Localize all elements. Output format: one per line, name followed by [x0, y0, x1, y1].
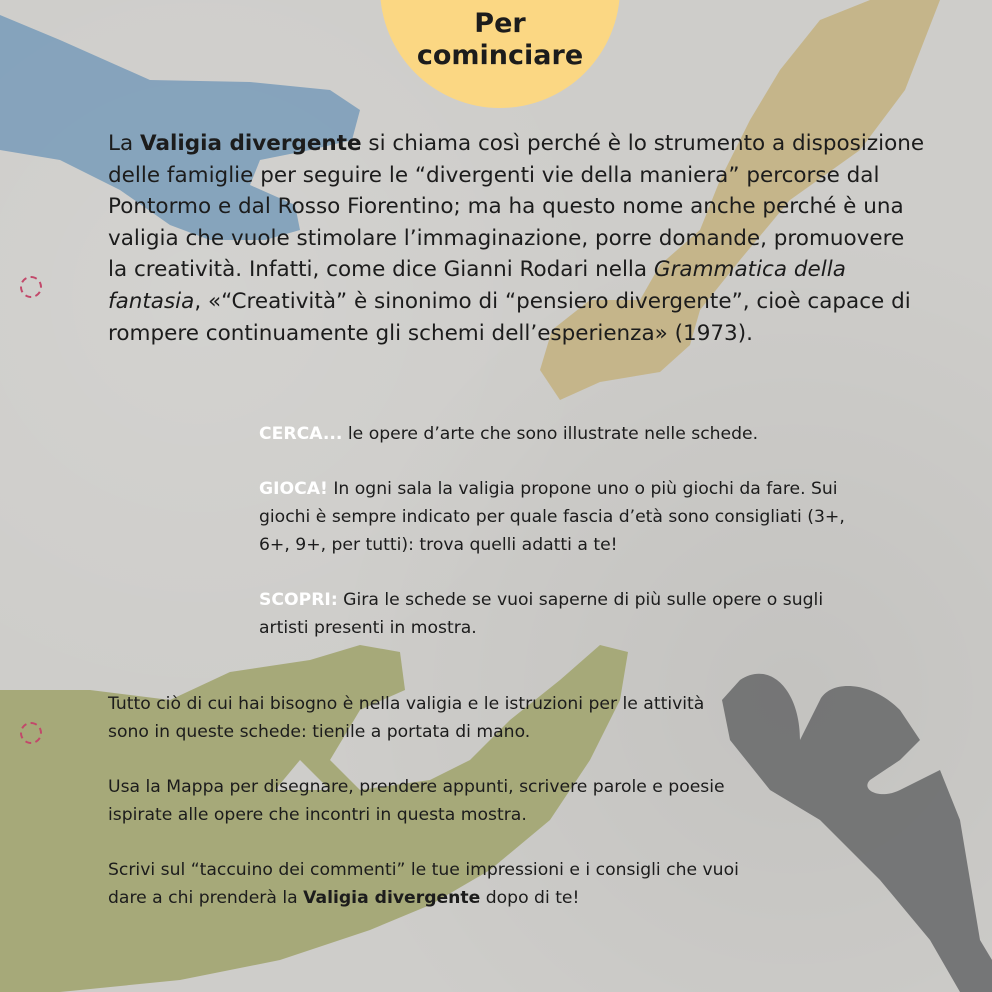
gray-hand-icon	[722, 674, 992, 992]
action-scopri-text: Gira le schede se vuoi saperne di più sulle opere o sugli artisti presenti in mostra.	[259, 590, 824, 638]
title-line-1: Per	[474, 8, 526, 39]
note-valigia: Tutto ciò di cui hai bisogno è nella valigia e le istruzioni per le attività sono in queste schede: tienile a portata di mano.	[108, 694, 705, 742]
note-taccuino-text: Scrivi sul “taccuino dei commenti” le tue impressioni e i consigli che vuoi dare a chi prenderà la	[108, 860, 739, 908]
action-cerca-text: le opere d’arte che sono illustrate nelle schede.	[342, 424, 759, 444]
action-scopri	[259, 586, 859, 642]
note-taccuino-end: dopo di te!	[480, 888, 580, 908]
actions-list	[259, 420, 859, 669]
page-title	[380, 8, 620, 72]
intro-text-2: si chiama così perché è lo strumento a disposizione delle famiglie per seguire le “divergenti vie della maniera” percorse dal Pontormo e dal Rosso Fiorentino; ma ha questo nome anche perché è una valigia che vuole stimolare l’immaginazione, porre domande, promuovere la creatività. Infatti, come dice Gianni Rodari nella	[108, 131, 925, 283]
note-mappa: Usa la Mappa per disegnare, prendere appunti, scrivere parole e poesie ispirate alle opere che incontri in questa mostra.	[108, 777, 725, 825]
bottom-notes	[108, 690, 748, 939]
keyword-cerca: CERCA...	[259, 424, 343, 444]
intro-text-3: , «“Creatività” è sinonimo di “pensiero divergente”, cioè capace di rompere continuamente gli schemi dell’esperienza» (1973).	[108, 288, 911, 346]
action-gioca	[259, 475, 859, 559]
keyword-gioca: GIOCA!	[259, 479, 328, 499]
keyword-scopri: SCOPRI:	[259, 590, 338, 610]
action-cerca	[259, 420, 859, 448]
note-taccuino	[108, 856, 748, 912]
intro-text-1: La	[108, 131, 140, 156]
dashed-circle-icon	[20, 276, 42, 298]
action-gioca-text: In ogni sala la valigia propone uno o più giochi da fare. Sui giochi è sempre indicato per quale fascia d’età sono consigliati (3+, 6+, 9+, per tutti): trova quelli adatti a te!	[259, 479, 845, 555]
dashed-circle-icon	[20, 722, 42, 744]
intro-paragraph	[108, 128, 928, 349]
intro-bold-valigia: Valigia divergente	[140, 131, 362, 156]
intro-italic-book: Grammatica della fantasia	[108, 257, 846, 314]
note-taccuino-bold: Valigia divergente	[303, 888, 481, 908]
title-line-2: cominciare	[416, 40, 584, 71]
